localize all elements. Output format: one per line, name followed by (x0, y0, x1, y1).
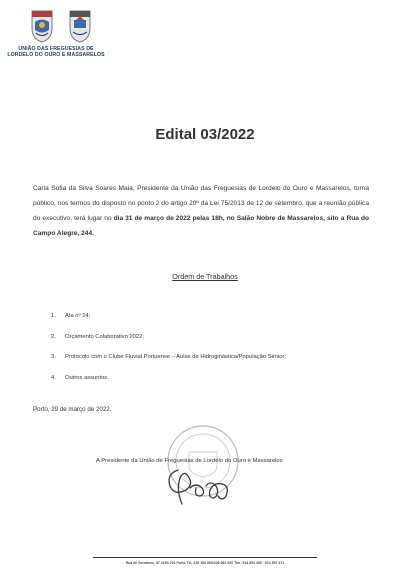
agenda-item-text: Outros assuntos. (65, 374, 109, 381)
massarelos-crest-icon (66, 8, 94, 44)
document-body (33, 181, 369, 241)
agenda-item (51, 375, 286, 396)
agenda-item-number: 2. (51, 333, 56, 340)
agenda-item (51, 313, 286, 334)
lordelo-crest-icon (28, 8, 56, 44)
footer-address: Rua de Serralves, 87 4150-701 Porto Tel. 226 168 500/226 081 000 Tlm. 914 594 450 · 914 557 471 (125, 561, 285, 565)
agenda-item-number: 1. (51, 313, 56, 319)
body-intro: Carla Sofia da Silva Soares Maia, Presidente da União das Freguesias de Lordelo do Ouro e Massarelos, torna público, nos termos do disposto no ponto 2 do artigo 20º da Lei 75/2013 de 12 de setembro, que a reunião pública do executivo, terá lugar no (33, 185, 369, 222)
agenda-item-text: Orçamento Colaborativo 2022; (65, 333, 144, 340)
agenda-list (51, 313, 286, 395)
org-name-line1: UNIÃO DAS FREGUESIAS DE (18, 46, 94, 52)
agenda-item (51, 354, 286, 375)
org-name-line2: LORDELO DO OURO E MASSARELOS (7, 52, 105, 59)
organization-name (6, 46, 106, 59)
body-meeting-details: dia 31 de março de 2022 pelas 18h, no Salão Nobre de Massarelos, sito a Rua do Campo Alegre, 244. (33, 215, 369, 237)
footer-divider (93, 557, 317, 558)
agenda-item-text: Ata nº 14; (65, 313, 91, 319)
agenda-item-text: Protocolo com o Clube Fluvial Portuense – Aulas de Hidroginástica/População Sénior; (65, 354, 287, 360)
agenda-item-number: 3. (51, 354, 56, 360)
signature-caption: A Presidente da União de Freguesias de Lordelo do Ouro e Massarelos (96, 458, 283, 464)
agenda-item-number: 4. (51, 374, 56, 381)
header-crests (28, 8, 94, 44)
agenda-heading: Ordem de Trabalhos (172, 272, 238, 281)
agenda-item (51, 334, 286, 355)
document-title: Edital 03/2022 (155, 126, 255, 143)
date-line: Porto, 29 de março de 2022. (33, 406, 112, 413)
handwritten-signature-icon (156, 460, 246, 512)
